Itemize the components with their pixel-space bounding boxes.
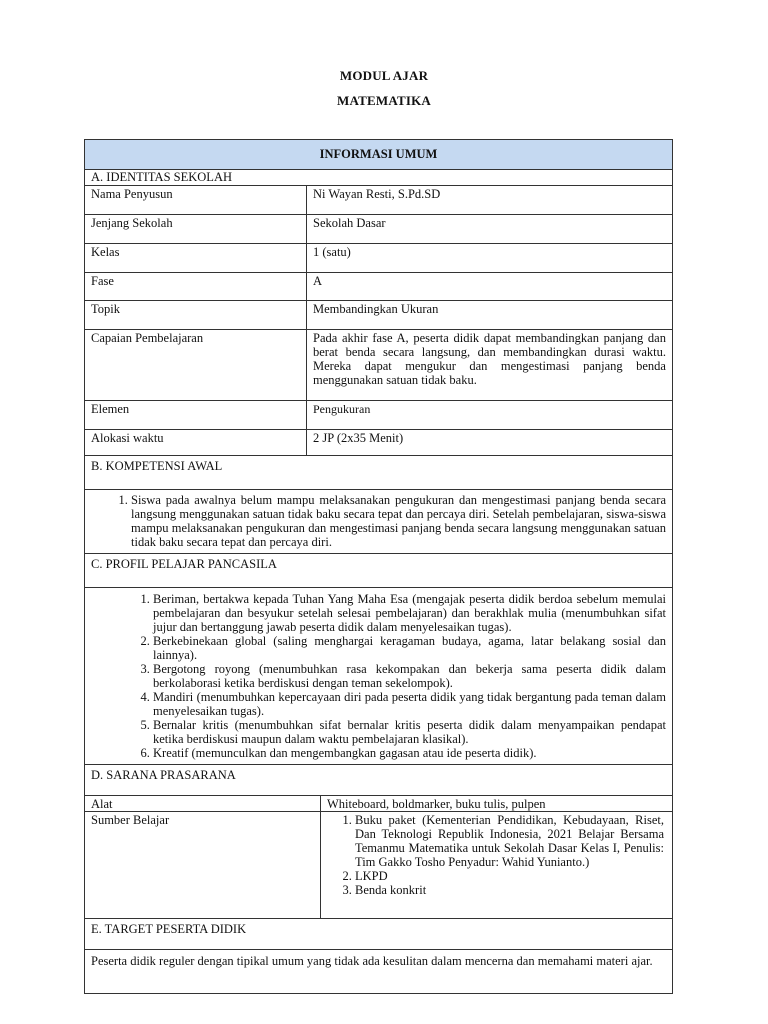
table-row bbox=[85, 429, 672, 455]
section-e-title: E. TARGET PESERTA DIDIK bbox=[91, 922, 247, 936]
row-value: Pada akhir fase A, peserta didik dapat membandingkan panjang dan berat benda secara langsung, dan membandingkan durasi waktu. Mereka dapat mengukur dan mengestimasi panjang benda menggunakan satuan tidak baku. bbox=[313, 331, 666, 387]
row-value: A bbox=[313, 274, 323, 288]
row-value: Ni Wayan Resti, S.Pd.SD bbox=[313, 187, 441, 201]
list-item: 5. Bernalar kritis (menumbuhkan sifat bernalar kritis peserta didik dalam menyampaikan pendapat ketika berdiskusi maupun dalam waktu pembelajaran klasikal). bbox=[153, 718, 666, 746]
info-header: INFORMASI UMUM bbox=[85, 140, 672, 169]
row-label: Kelas bbox=[85, 244, 307, 272]
table-row bbox=[85, 243, 672, 272]
table-row bbox=[85, 811, 672, 918]
target-text: Peserta didik reguler dengan tipikal umum yang tidak ada kesulitan dalam mencerna dan memahami materi ajar. bbox=[91, 954, 653, 968]
list-item: 2. Berkebinekaan global (saling menghargai keragaman budaya, agama, latar belakang sosial dan lainnya). bbox=[153, 634, 666, 662]
document-title bbox=[0, 68, 768, 109]
table-row bbox=[85, 329, 672, 400]
section-b-title: B. KOMPETENSI AWAL bbox=[91, 459, 223, 473]
profil-block bbox=[85, 587, 672, 764]
table-row bbox=[85, 185, 672, 214]
row-value: Membandingkan Ukuran bbox=[313, 302, 439, 316]
section-c-title: C. PROFIL PELAJAR PANCASILA bbox=[91, 557, 277, 571]
target-block bbox=[85, 949, 672, 993]
row-label: Elemen bbox=[85, 401, 307, 429]
table-row bbox=[85, 272, 672, 300]
list-item: 6. Kreatif (memunculkan dan mengembangkan gagasan atau ide peserta didik). bbox=[153, 746, 666, 760]
row-label: Nama Penyusun bbox=[85, 186, 307, 214]
row-value: Whiteboard, boldmarker, buku tulis, pulpen bbox=[327, 797, 546, 811]
row-label: Jenjang Sekolah bbox=[85, 215, 307, 243]
table-row bbox=[85, 795, 672, 811]
list-item: 1. Beriman, bertakwa kepada Tuhan Yang Maha Esa (mengajak peserta didik berdoa sebelum memulai pembelajaran dan besyukur setelah selesai pembelajaran) dan berakhlak mulia (menumbuhkan sifat jujur dan bertanggung jawab peserta didik dalam menyelesaikan tugas). bbox=[153, 592, 666, 634]
row-value: Pengukuran bbox=[313, 402, 371, 416]
row-value: Sekolah Dasar bbox=[313, 216, 386, 230]
list-item: 1. Siswa pada awalnya belum mampu melaksanakan pengukuran dan mengestimasi panjang benda secara langsung menggunakan satuan tidak baku secara tepat dan percaya diri. Setelah pembelajaran, siswa-siswa mampu melaksanakan pengukuran dan mengestimasi panjang benda secara langsung menggunakan satuan tidak baku secara tepat dan percaya diri. bbox=[131, 493, 666, 549]
table-row bbox=[85, 400, 672, 429]
list-item: 4. Mandiri (menumbuhkan kepercayaan diri pada peserta didik yang tidak bergantung pada teman dalam menyelesaikan tugas). bbox=[153, 690, 666, 718]
section-a-title: A. IDENTITAS SEKOLAH bbox=[91, 170, 232, 184]
title-line-2: MATEMATIKA bbox=[337, 93, 431, 108]
row-label: Capaian Pembelajaran bbox=[85, 330, 307, 400]
table-row bbox=[85, 300, 672, 329]
row-value: 1 (satu) bbox=[313, 245, 351, 259]
row-label: Alat bbox=[85, 796, 321, 811]
list-item: 2. LKPD bbox=[355, 869, 664, 883]
table-row bbox=[85, 214, 672, 243]
section-d-title: D. SARANA PRASARANA bbox=[91, 768, 236, 782]
list-item: 3. Benda konkrit bbox=[355, 883, 664, 897]
kompetensi-block bbox=[85, 489, 672, 553]
row-label: Sumber Belajar bbox=[85, 812, 321, 918]
row-value: 2 JP (2x35 Menit) bbox=[313, 431, 404, 445]
row-label: Fase bbox=[85, 273, 307, 300]
list-item: 1. Buku paket (Kementerian Pendidikan, Kebudayaan, Riset, Dan Teknologi Republik Indonesia, 2021 Belajar Bersama Temanmu Matematika untuk Sekolah Dasar Kelas I, Penulis: Tim Gakko Tosho Penyadur: Wahid Yunianto.) bbox=[355, 813, 664, 869]
row-label: Alokasi waktu bbox=[85, 430, 307, 455]
info-table bbox=[84, 139, 673, 994]
list-item: 3. Bergotong royong (menumbuhkan rasa kekompakan dan bekerja sama peserta didik dalam berkolaborasi ketika berdiskusi dengan teman sekelompok). bbox=[153, 662, 666, 690]
title-line-1: MODUL AJAR bbox=[339, 68, 429, 83]
row-label: Topik bbox=[85, 301, 307, 329]
